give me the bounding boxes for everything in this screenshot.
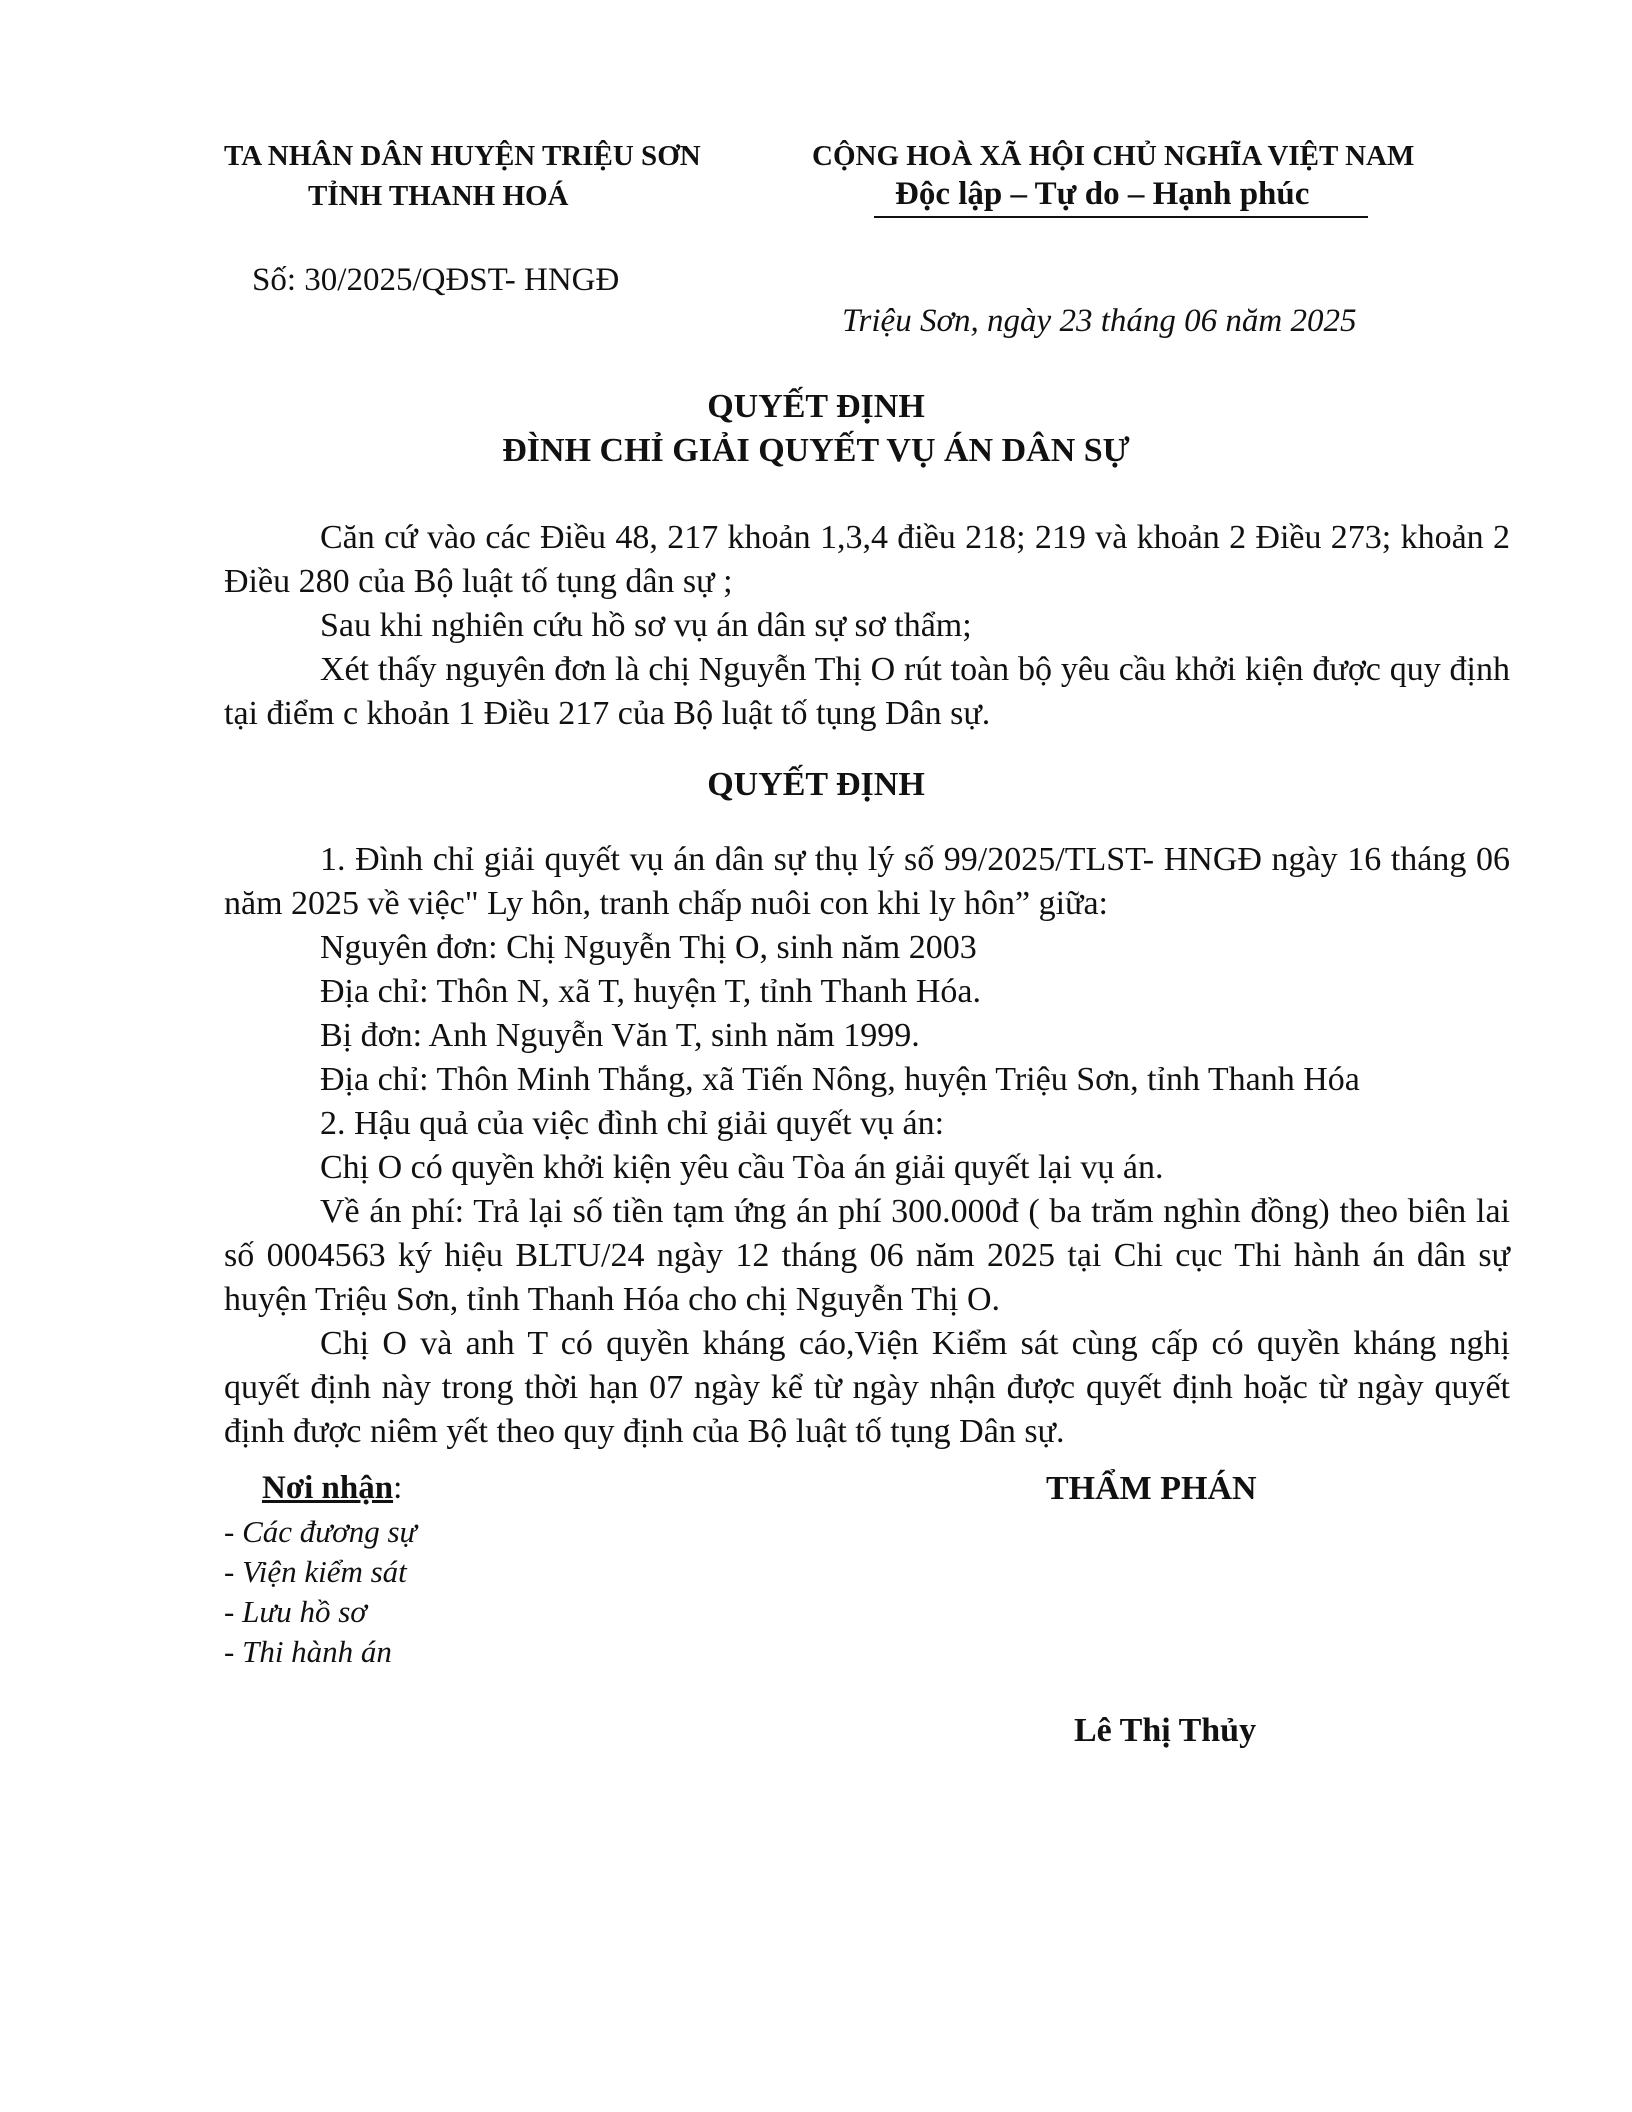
recipient-item: - Viện kiểm sát	[224, 1554, 407, 1589]
preamble-finding: Xét thấy nguyên đơn là chị Nguyễn Thị O rút toàn bộ yêu cầu khởi kiện được quy định tại điểm c khoản 1 Điều 217 của Bộ luật tố tụng Dân sự.	[224, 651, 1510, 732]
document-subtitle: ĐÌNH CHỈ GIẢI QUYẾT VỤ ÁN DÂN SỰ	[502, 432, 1130, 469]
national-motto: Độc lập – Tự do – Hạnh phúc	[895, 176, 1310, 212]
preamble	[224, 516, 1510, 736]
plaintiff: Nguyên đơn: Chị Nguyễn Thị O, sinh năm 2003	[320, 929, 977, 966]
preamble-review: Sau khi nghiên cứu hồ sơ vụ án dân sự sơ thẩm;	[320, 607, 972, 644]
recipients-list	[224, 1512, 416, 1672]
recipient-item: - Các đương sự	[224, 1514, 417, 1549]
consequence: Chị O có quyền khởi kiện yêu cầu Tòa án giải quyết lại vụ án.	[320, 1149, 1164, 1186]
decision-item-1: 1. Đình chỉ giải quyết vụ án dân sự thụ lý số 99/2025/TLST- HNGĐ ngày 16 tháng 06 năm 2025 về việc" Ly hôn, tranh chấp nuôi con khi ly hôn” giữa:	[224, 841, 1510, 922]
appeal-rights: Chị O và anh T có quyền kháng cáo,Viện Kiểm sát cùng cấp có quyền kháng nghị quyết định này trong thời hạn 07 ngày kể từ ngày nhận được quyết định hoặc từ ngày quyết định được niêm yết theo quy định của Bộ luật tố tụng Dân sự.	[224, 1325, 1510, 1450]
document-number: Số: 30/2025/QĐST- HNGĐ	[252, 262, 620, 298]
plaintiff-address: Địa chỉ: Thôn N, xã T, huyện T, tỉnh Thanh Hóa.	[320, 973, 982, 1010]
place-and-date: Triệu Sơn, ngày 23 tháng 06 năm 2025	[842, 303, 1357, 339]
motto-underline	[874, 216, 1368, 218]
recipient-item: - Thi hành án	[224, 1634, 392, 1669]
decision-body	[224, 838, 1510, 1454]
decision-heading: QUYẾT ĐỊNH	[707, 766, 925, 803]
preamble-legal-basis: Căn cứ vào các Điều 48, 217 khoản 1,3,4 điều 218; 219 và khoản 2 Điều 273; khoản 2 Điều 280 của Bộ luật tố tụng dân sự ;	[224, 519, 1510, 600]
recipient-item: - Lưu hồ sơ	[224, 1594, 367, 1629]
court-name-line2: TỈNH THANH HOÁ	[308, 180, 569, 212]
document-title: QUYẾT ĐỊNH	[707, 388, 925, 425]
court-fee: Về án phí: Trả lại số tiền tạm ứng án phí 300.000đ ( ba trăm nghìn đồng) theo biên lai số 0004563 ký hiệu BLTU/24 ngày 12 tháng 06 năm 2025 tại Chi cục Thi hành án dân sự huyện Triệu Sơn, tỉnh Thanh Hóa cho chị Nguyễn Thị O.	[224, 1193, 1510, 1318]
recipients-label: Nơi nhận	[262, 1470, 394, 1506]
recipients-heading	[262, 1470, 402, 1507]
signer-name: Lê Thị Thủy	[1074, 1712, 1257, 1749]
defendant: Bị đơn: Anh Nguyễn Văn T, sinh năm 1999.	[320, 1017, 920, 1054]
recipients-colon: :	[393, 1470, 403, 1506]
signer-role: THẨM PHÁN	[1046, 1470, 1257, 1507]
court-name-line1: TA NHÂN DÂN HUYỆN TRIỆU SƠN	[224, 140, 701, 172]
decision-item-2: 2. Hậu quả của việc đình chỉ giải quyết vụ án:	[320, 1105, 945, 1142]
defendant-address: Địa chỉ: Thôn Minh Thắng, xã Tiến Nông, huyện Triệu Sơn, tỉnh Thanh Hóa	[320, 1061, 1360, 1098]
national-title: CỘNG HOÀ XÃ HỘI CHỦ NGHĨA VIỆT NAM	[812, 140, 1415, 172]
